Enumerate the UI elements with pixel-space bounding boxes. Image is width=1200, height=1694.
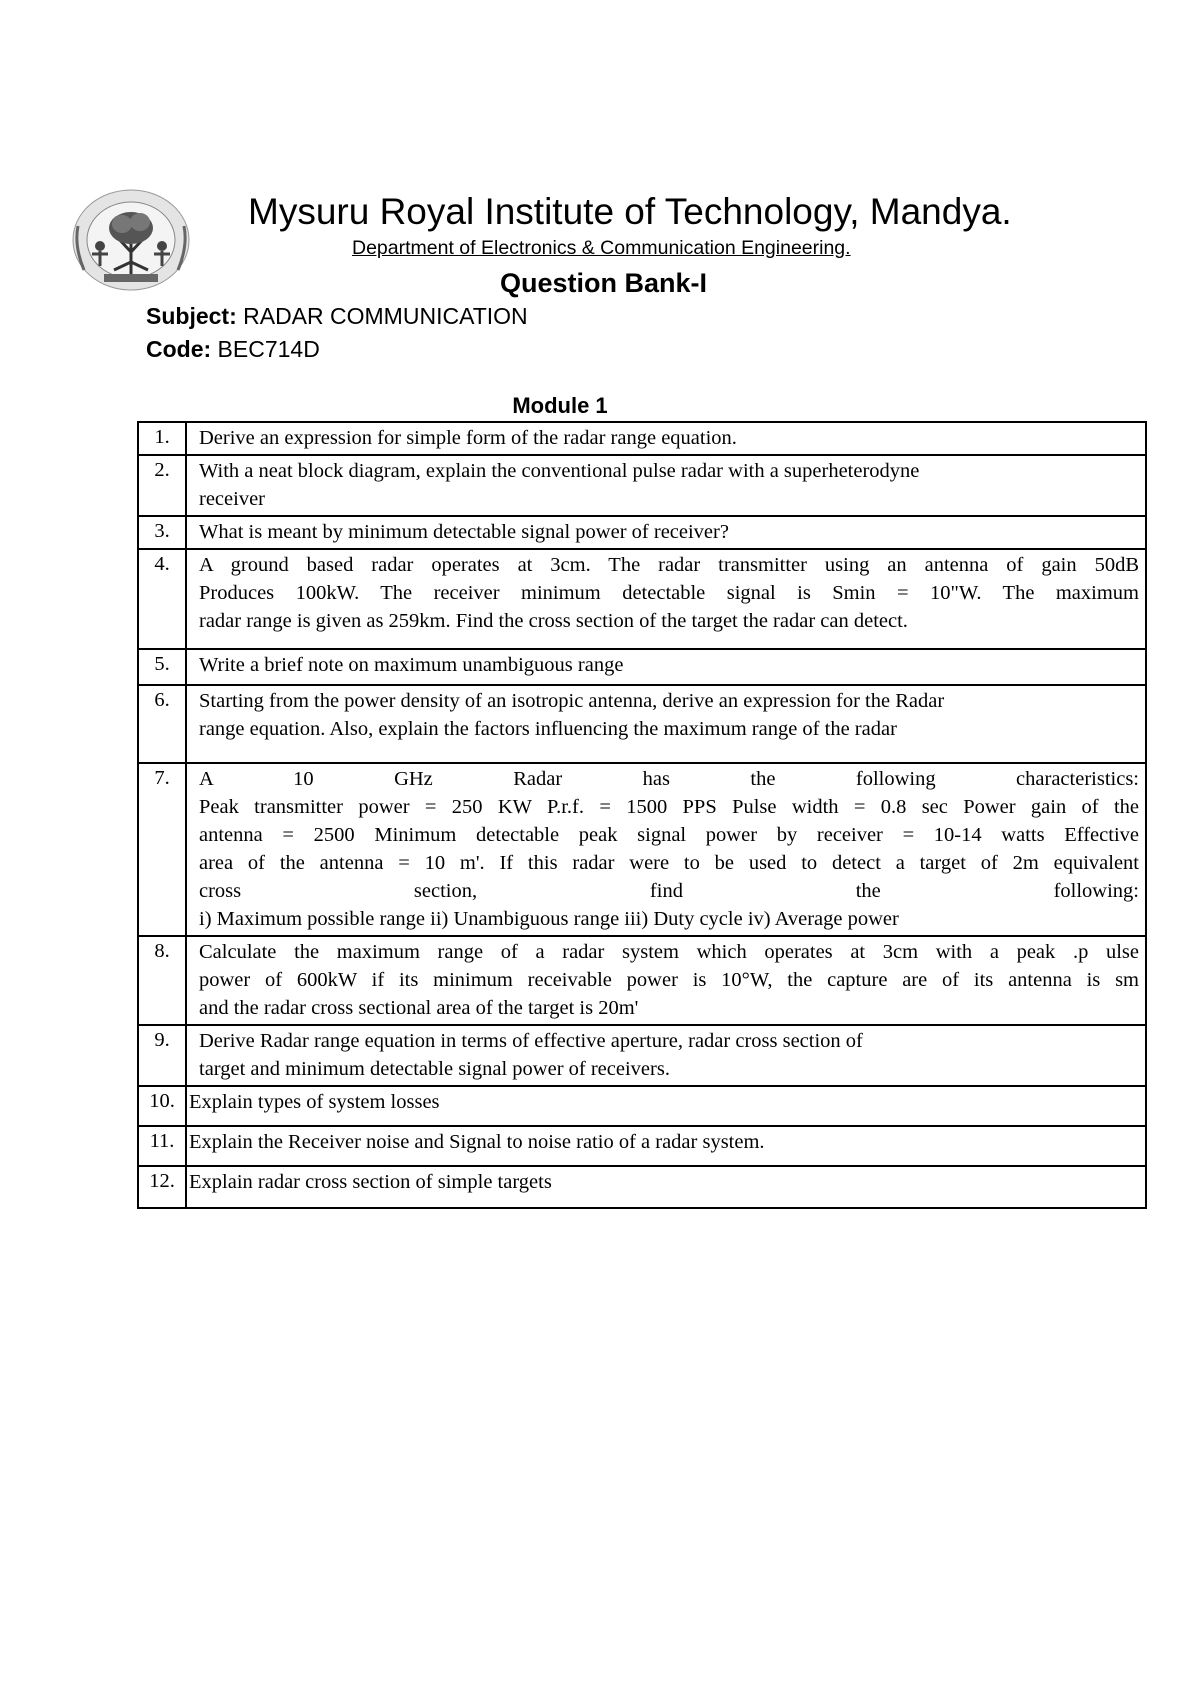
question-line: Derive Radar range equation in terms of effective aperture, radar cross section of xyxy=(199,1030,863,1052)
question-line: i) Maximum possible range ii) Unambiguous range iii) Duty cycle iv) Average power xyxy=(199,908,899,930)
document-title: Question Bank-I xyxy=(500,268,708,298)
institute-logo-icon xyxy=(70,186,192,294)
question-line: Calculate the maximum range of a radar system which operates at 3cm with a peak .p ulse xyxy=(199,941,1139,963)
question-number: 1. xyxy=(138,422,186,455)
module-heading: Module 1 xyxy=(512,393,608,418)
question-row xyxy=(138,936,1146,1025)
question-row xyxy=(138,1166,1146,1208)
question-number: 9. xyxy=(138,1025,186,1086)
question-number: 3. xyxy=(138,516,186,549)
question-row xyxy=(138,1126,1146,1166)
question-line: range equation. Also, explain the factors influencing the maximum range of the radar xyxy=(199,718,897,740)
question-line: Peak transmitter power = 250 KW P.r.f. = 1500 PPS Pulse width = 0.8 sec Power gain of the xyxy=(199,796,1139,818)
question-line: area of the antenna = 10 m'. If this radar were to be used to detect a target of 2m equivalent xyxy=(199,852,1139,874)
question-line: cross section, find the following: xyxy=(199,880,1139,902)
question-number: 2. xyxy=(138,455,186,516)
question-row xyxy=(138,455,1146,516)
question-line: Explain radar cross section of simple targets xyxy=(189,1171,552,1193)
question-text xyxy=(186,763,1146,936)
question-line: receiver xyxy=(199,488,265,510)
question-row xyxy=(138,763,1146,936)
question-text xyxy=(186,1025,1146,1086)
question-table xyxy=(137,421,1147,1209)
question-row xyxy=(138,1025,1146,1086)
question-line: and the radar cross sectional area of the target is 20m' xyxy=(199,997,639,1019)
question-number: 12. xyxy=(138,1166,186,1208)
subject-label: Subject: xyxy=(146,303,237,329)
question-line: target and minimum detectable signal power of receivers. xyxy=(199,1058,670,1080)
question-line: What is meant by minimum detectable signal power of receiver? xyxy=(199,521,729,543)
question-line: Explain the Receiver noise and Signal to noise ratio of a radar system. xyxy=(189,1131,765,1153)
question-row xyxy=(138,685,1146,763)
question-row xyxy=(138,649,1146,685)
question-line: radar range is given as 259km. Find the cross section of the target the radar can detect. xyxy=(199,610,908,632)
question-table-body xyxy=(138,422,1146,1208)
question-line: A 10 GHz Radar has the following characteristics: xyxy=(199,768,1139,790)
question-text xyxy=(186,936,1146,1025)
institute-name: Mysuru Royal Institute of Technology, Mandya. xyxy=(248,191,1012,232)
question-number: 7. xyxy=(138,763,186,936)
question-text xyxy=(186,422,1146,455)
question-line: Derive an expression for simple form of the radar range equation. xyxy=(199,427,737,449)
question-number: 10. xyxy=(138,1086,186,1126)
question-line: A ground based radar operates at 3cm. The radar transmitter using an antenna of gain 50dB xyxy=(199,554,1139,576)
question-row xyxy=(138,516,1146,549)
question-line: Explain types of system losses xyxy=(189,1091,440,1113)
question-number: 8. xyxy=(138,936,186,1025)
subject-value: RADAR COMMUNICATION xyxy=(236,303,528,329)
code-line xyxy=(146,334,846,364)
question-text xyxy=(186,1126,1146,1166)
question-text xyxy=(186,549,1146,649)
question-row xyxy=(138,1086,1146,1126)
code-label: Code: xyxy=(146,336,212,362)
question-number: 4. xyxy=(138,549,186,649)
question-line: With a neat block diagram, explain the conventional pulse radar with a superheterodyne xyxy=(199,460,920,482)
question-row xyxy=(138,549,1146,649)
question-line: Starting from the power density of an isotropic antenna, derive an expression for the Radar xyxy=(199,690,945,712)
question-text xyxy=(186,516,1146,549)
code-value: BEC714D xyxy=(211,336,320,362)
question-text xyxy=(186,649,1146,685)
question-text xyxy=(186,1086,1146,1126)
question-text xyxy=(186,455,1146,516)
question-text xyxy=(186,685,1146,763)
question-number: 6. xyxy=(138,685,186,763)
question-number: 11. xyxy=(138,1126,186,1166)
question-line: Write a brief note on maximum unambiguous range xyxy=(199,654,624,676)
question-line: Produces 100kW. The receiver minimum detectable signal is Smin = 10"W. The maximum xyxy=(199,582,1139,604)
subject-line xyxy=(146,301,846,331)
question-number: 5. xyxy=(138,649,186,685)
question-text xyxy=(186,1166,1146,1208)
question-line: antenna = 2500 Minimum detectable peak signal power by receiver = 10-14 watts Effective xyxy=(199,824,1139,846)
department-name: Department of Electronics & Communication Engineering. xyxy=(352,237,851,259)
question-line: power of 600kW if its minimum receivable power is 10°W, the capture are of its antenna is sm xyxy=(199,969,1139,991)
question-row xyxy=(138,422,1146,455)
